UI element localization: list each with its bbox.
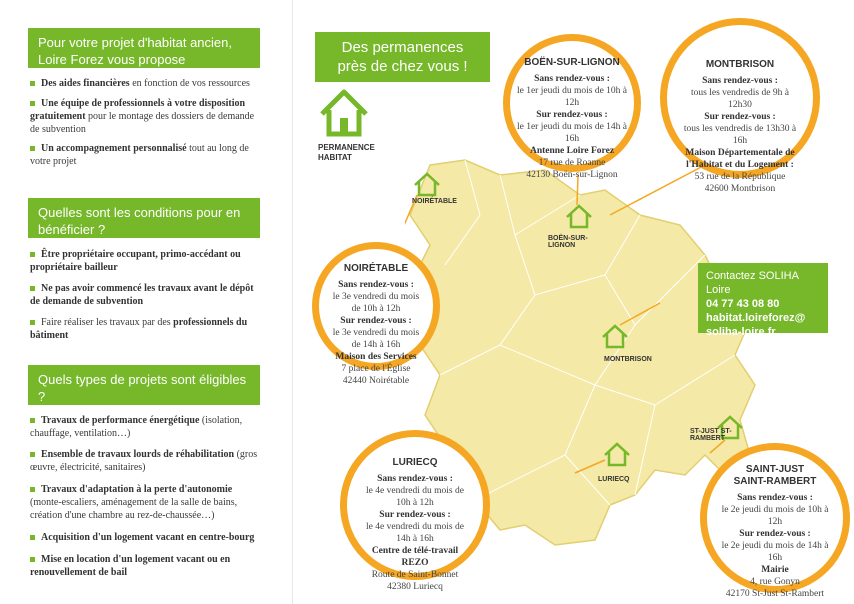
fold-line xyxy=(292,0,293,604)
circle-saint-just: SAINT-JUST SAINT-RAMBERT Sans rendez-vous : le 2e jeudi du mois de 10h à 12h Sur rendez-vous : le 2e jeudi du mois de 14h à 16h Mairie 4, rue Gonyn 42170 St-Just St-Rambert xyxy=(700,443,850,593)
contact-phone: 04 77 43 08 80 xyxy=(706,298,780,310)
logo-label: PERMANENCE HABITAT xyxy=(318,143,375,162)
map-town-label: MONTBRISON xyxy=(604,356,652,363)
contact-email: habitat.loireforez@ xyxy=(706,312,806,324)
project-item: Ensemble de travaux lourds de réhabilitation (gros œuvre, électricité, sanitaires) xyxy=(30,449,258,473)
project-item: Mise en location d'un logement vacant ou en renouvellement de bail xyxy=(30,554,231,578)
map-town-label: BOËN-SUR-LIGNON xyxy=(548,235,588,249)
contact-box xyxy=(698,263,828,338)
contact-email: soliha-loire.fr xyxy=(706,326,776,338)
project-item: Travaux de performance énergétique (isolation, chauffage, ventilation…) xyxy=(30,415,243,439)
section-title-conditions: Quelles sont les conditions pour en bénéficier ? xyxy=(28,198,260,238)
permanence-habitat-logo xyxy=(318,88,378,168)
offer-item: Une équipe de professionnels à votre disposition gratuitement pour le montage des dossiers de demande de subvention xyxy=(30,98,255,135)
headline: Des permanences près de chez vous ! xyxy=(315,32,490,82)
circle-boen: BOËN-SUR-LIGNON Sans rendez-vous : le 1er jeudi du mois de 10h à 12h Sur rendez-vous : le 1er jeudi du mois de 14h à 16h Antenne Loire Forez 17 rue de Roanne 42130 Boën-sur-Lignon xyxy=(503,34,641,172)
contact-line: Contactez SOLIHA Loire xyxy=(706,270,799,296)
section-title-offer: Pour votre projet d'habitat ancien, Loire Forez vous propose xyxy=(28,28,260,68)
offer-item: Un accompagnement personnalisé tout au long de votre projet xyxy=(30,143,249,167)
circle-luriecq: LURIECQ Sans rendez-vous : le 4e vendredi du mois de 10h à 12h Sur rendez-vous : le 4e vendredi du mois de 14h à 16h Centre de télé-travail REZO Route de Saint-Bonnet 42380 Luriecq xyxy=(340,430,490,580)
map-town-label: ST-JUST ST-RAMBERT xyxy=(690,428,732,442)
offer-item: Des aides financières en fonction de vos ressources xyxy=(30,77,260,90)
circle-montbrison: MONTBRISON Sans rendez-vous : tous les vendredis de 9h à 12h30 Sur rendez-vous : tous les vendredis de 13h30 à 16h Maison Départementale de l'Habitat et du Logement : 53 rue de la République 42600 Montbrison xyxy=(660,18,820,178)
condition-item: Faire réaliser les travaux par des professionnels du bâtiment xyxy=(30,317,248,341)
condition-item: Être propriétaire occupant, primo-accédant ou propriétaire bailleur xyxy=(30,249,241,273)
project-item: Acquisition d'un logement vacant en centre-bourg xyxy=(30,531,260,544)
circle-noiretable: NOIRÉTABLE Sans rendez-vous : le 3e vendredi du mois de 10h à 12h Sur rendez-vous : le 3e vendredi du mois de 14h à 16h Maison des Services 7 place de l'Église 42440 Noirétable xyxy=(312,242,440,370)
project-item: Travaux d'adaptation à la perte d'autonomie (monte-escaliers, aménagement de la salle de bains, création d'une chambre au rez-de-chaussée…) xyxy=(30,484,238,521)
map-town-label: LURIECQ xyxy=(598,476,630,483)
condition-item: Ne pas avoir commencé les travaux avant le dépôt de demande de subvention xyxy=(30,283,254,307)
map-town-label: NOIRÉTABLE xyxy=(412,198,457,205)
house-icon xyxy=(318,88,370,138)
section-title-projects: Quels types de projets sont éligibles ? xyxy=(28,365,260,405)
